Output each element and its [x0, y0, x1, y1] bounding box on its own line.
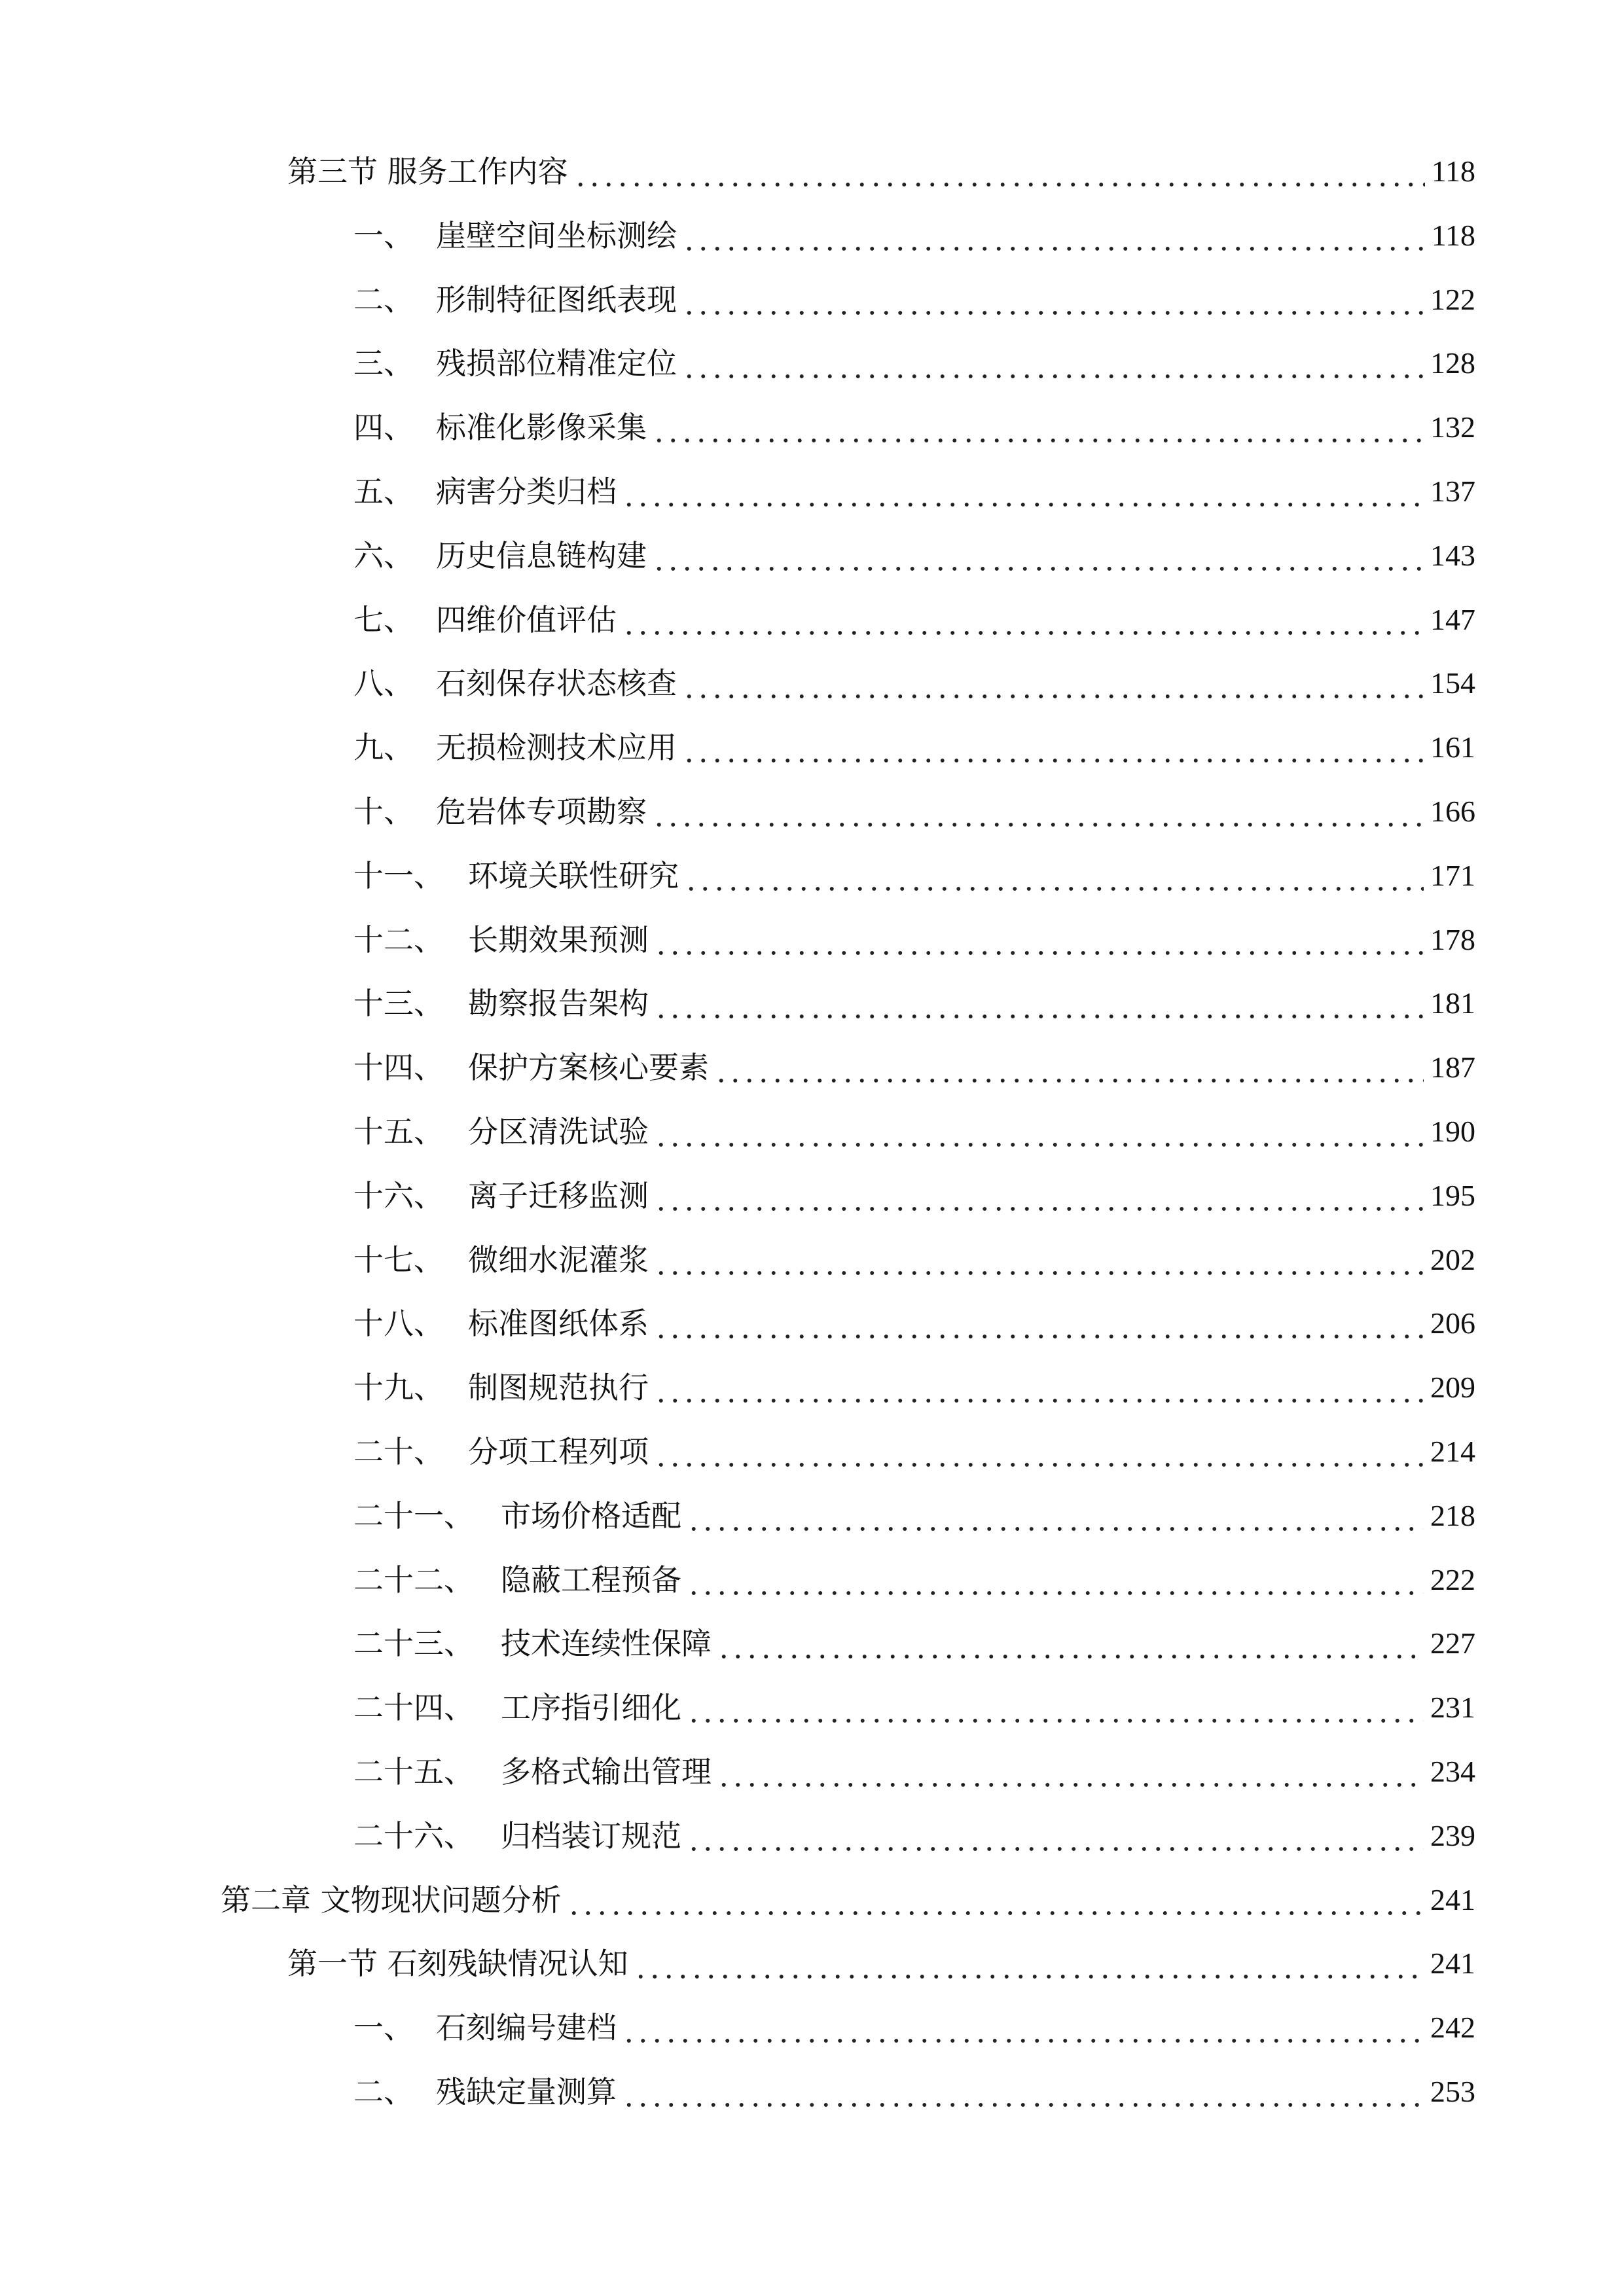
- toc-entry[interactable]: [353, 664, 1475, 703]
- toc-entry-title: 历史信息链构建: [436, 537, 647, 573]
- dot-leader: [652, 536, 1424, 575]
- toc-entry-page-number: 181: [1430, 986, 1475, 1020]
- dot-leader: [682, 280, 1424, 319]
- dot-leader: [654, 1240, 1424, 1280]
- toc-entry[interactable]: [353, 1496, 1475, 1535]
- toc-entry-page-number: 178: [1430, 922, 1475, 956]
- toc-entry-title: 无损检测技术应用: [436, 730, 677, 766]
- toc-entry-number: 五、: [353, 474, 414, 509]
- toc-entry-title: 病害分类归档: [436, 474, 617, 509]
- toc-entry-title: 标准化影像采集: [436, 410, 647, 446]
- dot-leader: [654, 984, 1424, 1023]
- toc-entry[interactable]: [353, 1688, 1475, 1727]
- toc-entry[interactable]: [353, 1304, 1475, 1343]
- toc-entry[interactable]: [353, 216, 1475, 255]
- toc-entry-number: 十六、: [353, 1177, 444, 1213]
- toc-entry[interactable]: [353, 1048, 1475, 1087]
- toc-entry[interactable]: [353, 728, 1475, 767]
- toc-entry-title: 石刻编号建档: [436, 2010, 617, 2046]
- dot-leader: [622, 2072, 1424, 2111]
- toc-entry-page-number: 171: [1430, 858, 1475, 892]
- toc-entry-page-number: 161: [1430, 730, 1475, 764]
- toc-entry-title: 危岩体专项勘察: [436, 794, 647, 829]
- toc-entry-title: 残损部位精准定位: [436, 346, 677, 382]
- dot-leader: [634, 1944, 1424, 1983]
- toc-entry-title: 保护方案核心要素: [468, 1050, 709, 1086]
- toc-entry[interactable]: [353, 536, 1475, 575]
- toc-entry[interactable]: [353, 408, 1475, 447]
- toc-entry-number: 六、: [353, 537, 414, 573]
- dot-leader: [682, 664, 1424, 703]
- toc-entry[interactable]: [353, 1816, 1475, 1856]
- dot-leader: [622, 472, 1424, 511]
- toc-entry[interactable]: [353, 1240, 1475, 1280]
- toc-entry-title: 分项工程列项: [468, 1434, 649, 1469]
- toc-entry[interactable]: [353, 1432, 1475, 1471]
- dot-leader: [714, 1048, 1424, 1087]
- toc-entry-page-number: 128: [1430, 346, 1475, 380]
- dot-leader: [654, 920, 1424, 960]
- toc-entry-title: 形制特征图纸表现: [436, 281, 677, 317]
- toc-entry-page-number: 118: [1431, 218, 1475, 252]
- toc-entry-title: 崖壁空间坐标测绘: [436, 217, 677, 253]
- dot-leader: [687, 1688, 1424, 1727]
- dot-leader: [717, 1624, 1424, 1663]
- toc-entry-number: 三、: [353, 346, 414, 382]
- toc-entry[interactable]: [353, 856, 1475, 895]
- toc-entry-title: 长期效果预测: [468, 922, 649, 958]
- dot-leader: [654, 1176, 1424, 1215]
- toc-entry-title: 第二章 文物现状问题分析: [221, 1882, 562, 1918]
- toc-entry-number: 二十一、: [353, 1498, 474, 1534]
- toc-entry-number: 四、: [353, 410, 414, 446]
- toc-entry-number: 十三、: [353, 986, 444, 1022]
- toc-entry[interactable]: [353, 792, 1475, 831]
- toc-entry-page-number: 122: [1430, 282, 1475, 316]
- toc-entry-number: 七、: [353, 601, 414, 637]
- toc-entry-page-number: 209: [1430, 1371, 1475, 1405]
- dot-leader: [682, 216, 1425, 255]
- toc-entry[interactable]: [287, 1944, 1475, 1983]
- toc-entry[interactable]: [353, 1752, 1475, 1791]
- toc-entry-page-number: 222: [1430, 1562, 1475, 1596]
- toc-entry-number: 十一、: [353, 857, 444, 893]
- dot-leader: [654, 1432, 1424, 1471]
- toc-entry-title: 微细水泥灌浆: [468, 1242, 649, 1278]
- dot-leader: [687, 1496, 1424, 1535]
- toc-entry[interactable]: [353, 2008, 1475, 2047]
- toc-entry-page-number: 218: [1430, 1498, 1475, 1532]
- toc-entry-number: 十二、: [353, 922, 444, 958]
- dot-leader: [652, 792, 1424, 831]
- toc-entry-number: 二十四、: [353, 1690, 474, 1726]
- toc-entry[interactable]: [353, 1112, 1475, 1151]
- toc-entry-title: 残缺定量测算: [436, 2074, 617, 2109]
- toc-entry-title: 勘察报告架构: [468, 986, 649, 1022]
- toc-entry-title: 石刻保存状态核查: [436, 666, 677, 702]
- toc-entry-page-number: 253: [1430, 2075, 1475, 2108]
- toc-entry-page-number: 187: [1430, 1050, 1475, 1085]
- toc-entry[interactable]: [353, 1176, 1475, 1215]
- toc-entry-page-number: 190: [1430, 1115, 1475, 1148]
- dot-leader: [622, 2008, 1424, 2047]
- toc-entry-page-number: 242: [1430, 2011, 1475, 2045]
- toc-entry-page-number: 132: [1430, 410, 1475, 444]
- toc-entry-page-number: 206: [1430, 1306, 1475, 1340]
- dot-leader: [652, 408, 1424, 447]
- toc-entry[interactable]: [221, 1880, 1475, 1920]
- toc-entry-page-number: 241: [1430, 1882, 1475, 1916]
- toc-entry-number: 十八、: [353, 1306, 444, 1342]
- toc-entry-page-number: 214: [1430, 1435, 1475, 1468]
- toc-entry-title: 归档装订规范: [501, 1818, 681, 1854]
- toc-entry-page-number: 143: [1430, 538, 1475, 572]
- toc-entry-number: 十四、: [353, 1050, 444, 1086]
- toc-entry-number: 一、: [353, 2010, 414, 2046]
- toc-entry-number: 十五、: [353, 1114, 444, 1149]
- toc-entry[interactable]: [353, 1560, 1475, 1600]
- toc-entry-number: 十七、: [353, 1242, 444, 1278]
- toc-entry-title: 市场价格适配: [501, 1498, 681, 1534]
- dot-leader: [654, 1304, 1424, 1343]
- toc-entry[interactable]: [353, 344, 1475, 383]
- toc-entry[interactable]: [353, 920, 1475, 960]
- toc-entry[interactable]: [353, 1624, 1475, 1663]
- dot-leader: [717, 1752, 1424, 1791]
- toc-entry-title: 分区清洗试验: [468, 1114, 649, 1149]
- toc-entry-title: 多格式输出管理: [501, 1754, 712, 1789]
- dot-leader: [654, 1112, 1424, 1151]
- toc-entry-title: 第一节 石刻残缺情况认知: [287, 1946, 628, 1982]
- toc-entry[interactable]: [353, 984, 1475, 1023]
- toc-entry-page-number: 166: [1430, 795, 1475, 828]
- toc-entry-title: 第三节 服务工作内容: [287, 154, 568, 189]
- dot-leader: [682, 728, 1424, 767]
- toc-entry[interactable]: [287, 152, 1475, 191]
- toc-entry[interactable]: [353, 2072, 1475, 2111]
- toc-entry-page-number: 227: [1430, 1626, 1475, 1660]
- toc-entry-number: 一、: [353, 217, 414, 253]
- dot-leader: [687, 1560, 1424, 1600]
- toc-entry-number: 二十二、: [353, 1562, 474, 1598]
- toc-entry-page-number: 202: [1430, 1242, 1475, 1276]
- toc-entry-number: 二、: [353, 281, 414, 317]
- toc-entry-title: 环境关联性研究: [468, 857, 679, 893]
- toc-entry-number: 二十五、: [353, 1754, 474, 1789]
- dot-leader: [654, 1368, 1424, 1407]
- toc-entry-number: 二十、: [353, 1434, 444, 1469]
- toc-entry-title: 制图规范执行: [468, 1370, 649, 1406]
- toc-entry-page-number: 154: [1430, 666, 1475, 700]
- toc-entry-number: 二、: [353, 2074, 414, 2109]
- toc-entry-number: 十、: [353, 794, 414, 829]
- dot-leader: [687, 1816, 1424, 1856]
- toc-entry-title: 四维价值评估: [436, 601, 617, 637]
- toc-entry-number: 二十三、: [353, 1626, 474, 1662]
- dot-leader: [567, 1880, 1424, 1920]
- toc-entry-page-number: 118: [1431, 154, 1475, 188]
- toc-entry-title: 技术连续性保障: [501, 1626, 712, 1662]
- toc-entry[interactable]: [353, 600, 1475, 639]
- toc-entry-page-number: 239: [1430, 1818, 1475, 1852]
- toc-entry-number: 十九、: [353, 1370, 444, 1406]
- toc-entry-number: 九、: [353, 730, 414, 766]
- dot-leader: [684, 856, 1424, 895]
- toc-entry-page-number: 234: [1430, 1755, 1475, 1788]
- toc-entry-number: 八、: [353, 666, 414, 702]
- toc-entry-title: 标准图纸体系: [468, 1306, 649, 1342]
- toc-entry-number: 二十六、: [353, 1818, 474, 1854]
- toc-entry-title: 离子迁移监测: [468, 1177, 649, 1213]
- toc-entry-page-number: 231: [1430, 1691, 1475, 1725]
- toc-entry-page-number: 241: [1430, 1946, 1475, 1981]
- toc-entry-page-number: 137: [1430, 475, 1475, 508]
- toc-entry[interactable]: [353, 280, 1475, 319]
- dot-leader: [573, 152, 1425, 191]
- toc-entry-page-number: 195: [1430, 1178, 1475, 1212]
- toc-entry-page-number: 147: [1430, 602, 1475, 636]
- toc-entry[interactable]: [353, 1368, 1475, 1407]
- toc-entry-title: 隐蔽工程预备: [501, 1562, 681, 1598]
- toc-entry[interactable]: [353, 472, 1475, 511]
- toc-entry-title: 工序指引细化: [501, 1690, 681, 1726]
- dot-leader: [622, 600, 1424, 639]
- dot-leader: [682, 344, 1424, 383]
